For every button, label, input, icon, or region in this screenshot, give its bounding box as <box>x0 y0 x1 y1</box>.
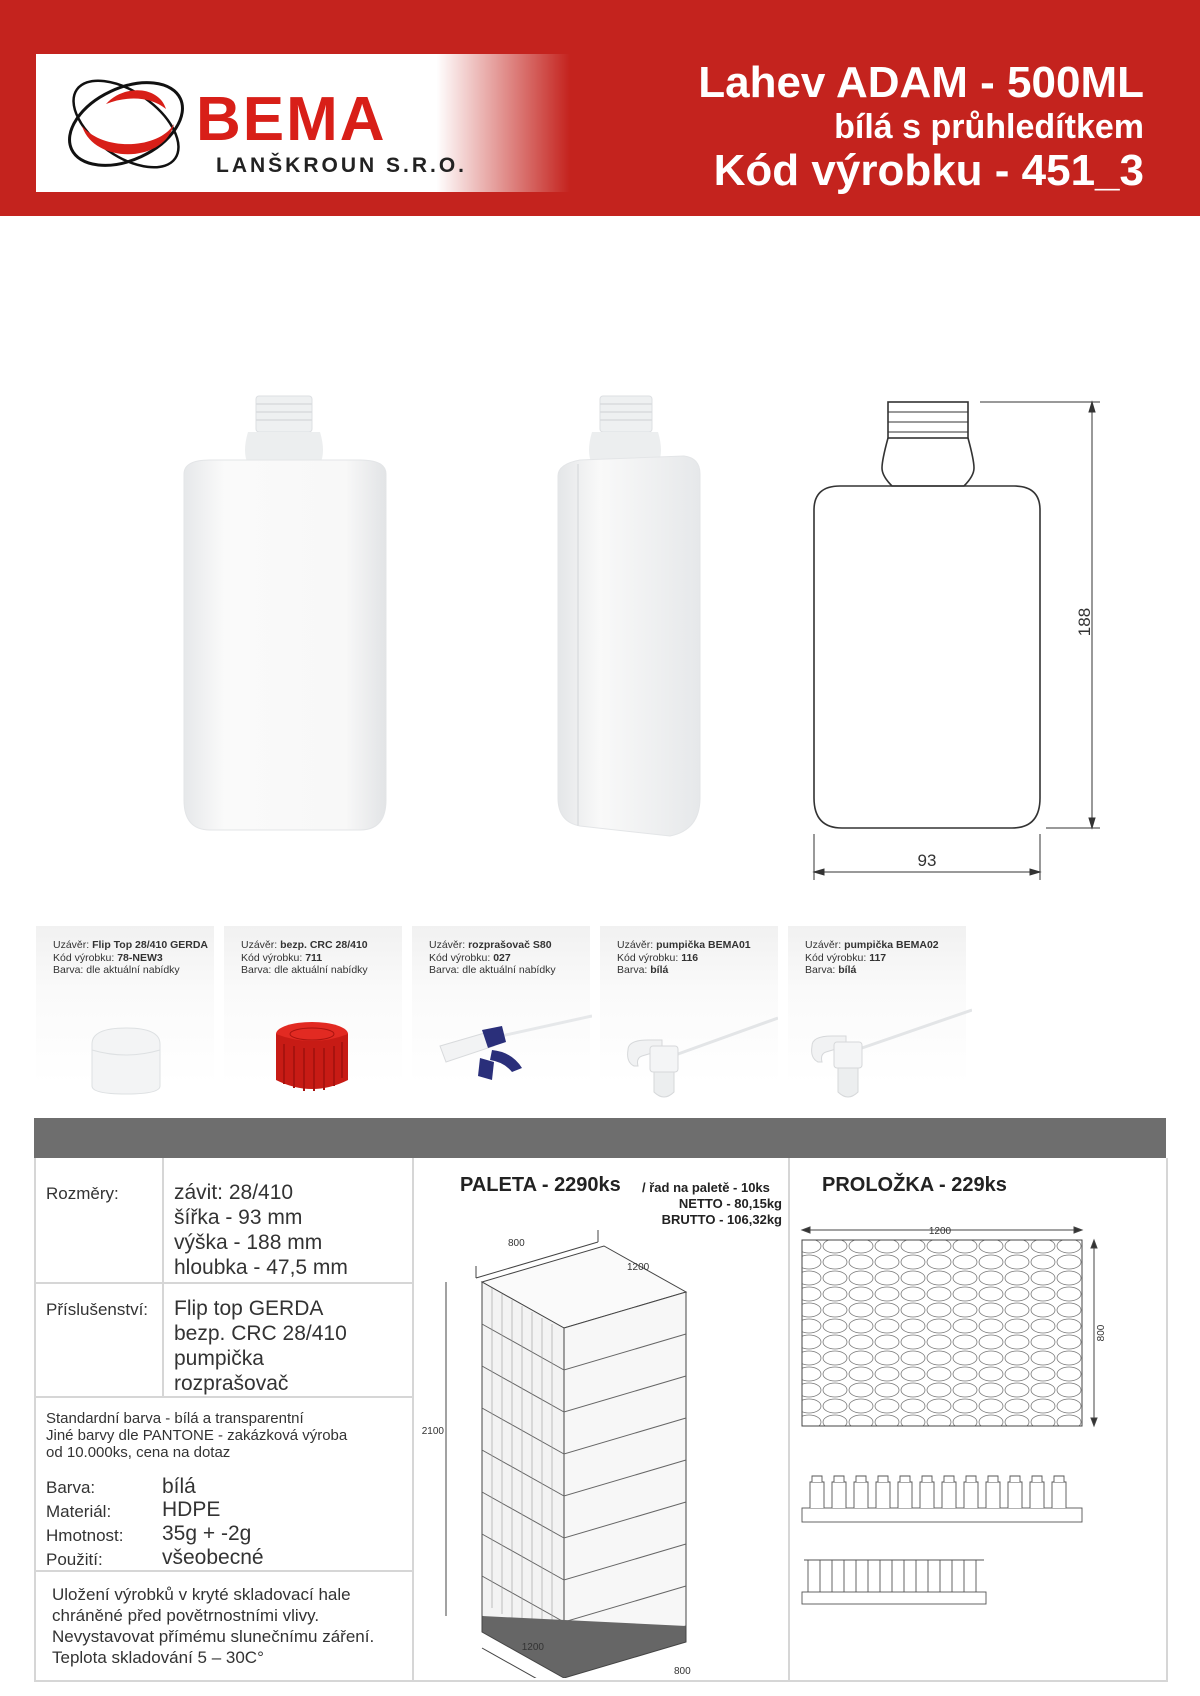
dimensions-label: Rozměry: <box>46 1184 119 1203</box>
layer-dim-width: 1200 <box>928 1226 952 1237</box>
logo-area <box>36 54 570 192</box>
brand-name: BEMA <box>196 85 387 154</box>
acc-code: 711 <box>305 951 323 964</box>
acc-label: Uzávěr: <box>429 939 469 951</box>
acc-label: Uzávěr: <box>805 939 845 951</box>
pallet-dim-bottom-depth: 800 <box>674 1666 691 1677</box>
layer-title: PROLOŽKA - 229ks <box>822 1174 1007 1196</box>
color-label: Barva: <box>46 1478 96 1497</box>
acc-label: Barva: <box>805 964 839 976</box>
note-line: Standardní barva - bílá a transparentní <box>46 1410 304 1427</box>
label-divider <box>162 1284 164 1396</box>
section-divider-bar <box>34 1118 1166 1158</box>
acc-item: rozprašovač <box>174 1372 289 1395</box>
pump-2-image <box>802 1002 972 1106</box>
pallet-dim-width: 1200 <box>627 1262 650 1273</box>
acc-code: 78-NEW3 <box>117 951 163 964</box>
dim-width: šířka - 93 mm <box>174 1206 303 1229</box>
dim-depth: hloubka - 47,5 mm <box>174 1256 348 1279</box>
acc-label: Kód výrobku: <box>805 951 870 964</box>
acc-label: Barva: <box>429 964 463 976</box>
column-divider <box>788 1158 790 1680</box>
acc-label: Kód výrobku: <box>429 951 494 964</box>
acc-label: Barva: <box>617 964 651 976</box>
standard-color-note <box>46 1410 347 1461</box>
accessory-card-pump-2 <box>788 926 966 1084</box>
pallet-dim-bottom-width: 1200 <box>521 1642 544 1653</box>
storage-line: Nevystavovat přímému slunečnímu záření. <box>52 1627 375 1646</box>
bottle-side-image <box>550 390 710 840</box>
acc-item: Flip top GERDA <box>174 1297 324 1320</box>
acc-label: Uzávěr: <box>241 939 281 951</box>
weight-label: Hmotnost: <box>46 1526 124 1545</box>
acc-label: Kód výrobku: <box>53 951 118 964</box>
flip-top-cap-image <box>86 1022 166 1098</box>
accessories-label: Příslušenství: <box>46 1300 149 1319</box>
layer-drawing <box>796 1222 1162 1678</box>
product-subtitle: bílá s průhledítkem <box>834 108 1144 146</box>
product-title: Lahev ADAM - 500ML <box>698 58 1144 107</box>
acc-closure: Flip Top 28/410 GERDA <box>92 939 209 951</box>
usage-value: všeobecné <box>162 1546 264 1569</box>
acc-color: dle aktuální nabídky <box>274 964 368 976</box>
product-code: Kód výrobku - 451_3 <box>713 146 1144 195</box>
layer-dim-depth: 800 <box>1096 1324 1107 1342</box>
accessory-card-crc <box>224 926 402 1084</box>
dimensions-values <box>174 1180 348 1280</box>
acc-label: Kód výrobku: <box>617 951 682 964</box>
material-label: Materiál: <box>46 1502 112 1521</box>
pallet-brutto: BRUTTO - 106,32kg <box>661 1212 782 1227</box>
technical-drawing <box>800 390 1110 890</box>
acc-color: bílá <box>838 964 857 976</box>
acc-color: dle aktuální nabídky <box>86 964 180 976</box>
pallet-drawing <box>422 1228 782 1678</box>
accessories-values <box>174 1296 347 1396</box>
sprayer-image <box>432 1002 592 1092</box>
note-line: Jiné barvy dle PANTONE - zakázková výroba <box>46 1427 348 1444</box>
acc-label: Barva: <box>241 964 275 976</box>
storage-line: Teplota skladování 5 – 30C° <box>52 1648 264 1667</box>
drawing-height-label: 188 <box>1075 607 1094 637</box>
pallet-dim-depth: 800 <box>508 1238 525 1249</box>
weight-value: 35g + -2g <box>162 1522 252 1545</box>
accessories-row <box>36 1284 412 1398</box>
header-banner <box>0 0 1200 216</box>
acc-item: pumpička <box>174 1347 264 1370</box>
label-divider <box>162 1158 164 1282</box>
dim-height: výška - 188 mm <box>174 1231 323 1254</box>
accessory-card-flip-top <box>36 926 214 1084</box>
pallet-dim-height: 2100 <box>422 1426 444 1437</box>
material-row <box>36 1398 412 1572</box>
acc-code: 116 <box>681 951 699 964</box>
dim-thread: závit: 28/410 <box>174 1181 294 1204</box>
brand-subtitle: LANŠKROUN S.R.O. <box>216 154 468 177</box>
spec-panel <box>34 1158 1168 1682</box>
usage-label: Použití: <box>46 1550 103 1569</box>
crc-cap-image <box>270 1018 354 1098</box>
accessory-card-sprayer <box>412 926 590 1084</box>
acc-closure: bezp. CRC 28/410 <box>280 939 368 951</box>
pallet-netto: NETTO - 80,15kg <box>678 1196 782 1211</box>
storage-line: Uložení výrobků v kryté skladovací hale <box>52 1585 351 1604</box>
column-divider <box>412 1158 414 1680</box>
acc-label: Barva: <box>53 964 87 976</box>
color-value: bílá <box>162 1475 196 1498</box>
bottle-front-image <box>170 390 400 840</box>
acc-code: 027 <box>493 951 511 964</box>
material-value: HDPE <box>162 1498 221 1521</box>
dimensions-row <box>36 1158 412 1284</box>
acc-label: Uzávěr: <box>53 939 93 951</box>
acc-code: 117 <box>869 951 887 964</box>
pallet-title: PALETA - 2290ks <box>460 1174 621 1196</box>
acc-item: bezp. CRC 28/410 <box>174 1322 347 1345</box>
acc-color: bílá <box>650 964 669 976</box>
acc-closure: pumpička BEMA01 <box>656 939 751 951</box>
storage-line: chráněné před povětrnostními vlivy. <box>52 1606 320 1625</box>
acc-color: dle aktuální nabídky <box>462 964 556 976</box>
acc-closure: rozprašovač S80 <box>468 939 552 951</box>
note-line: od 10.000ks, cena na dotaz <box>46 1444 231 1461</box>
acc-closure: pumpička BEMA02 <box>844 939 939 951</box>
acc-label: Uzávěr: <box>617 939 657 951</box>
accessory-card-pump-1 <box>600 926 778 1084</box>
bema-swoosh-logo-icon <box>54 64 204 184</box>
acc-label: Kód výrobku: <box>241 951 306 964</box>
pump-1-image <box>618 1006 778 1106</box>
drawing-width-label: 93 <box>917 851 937 870</box>
pallet-per-row: / řad na paletě - 10ks <box>642 1180 770 1195</box>
storage-note <box>52 1584 374 1668</box>
